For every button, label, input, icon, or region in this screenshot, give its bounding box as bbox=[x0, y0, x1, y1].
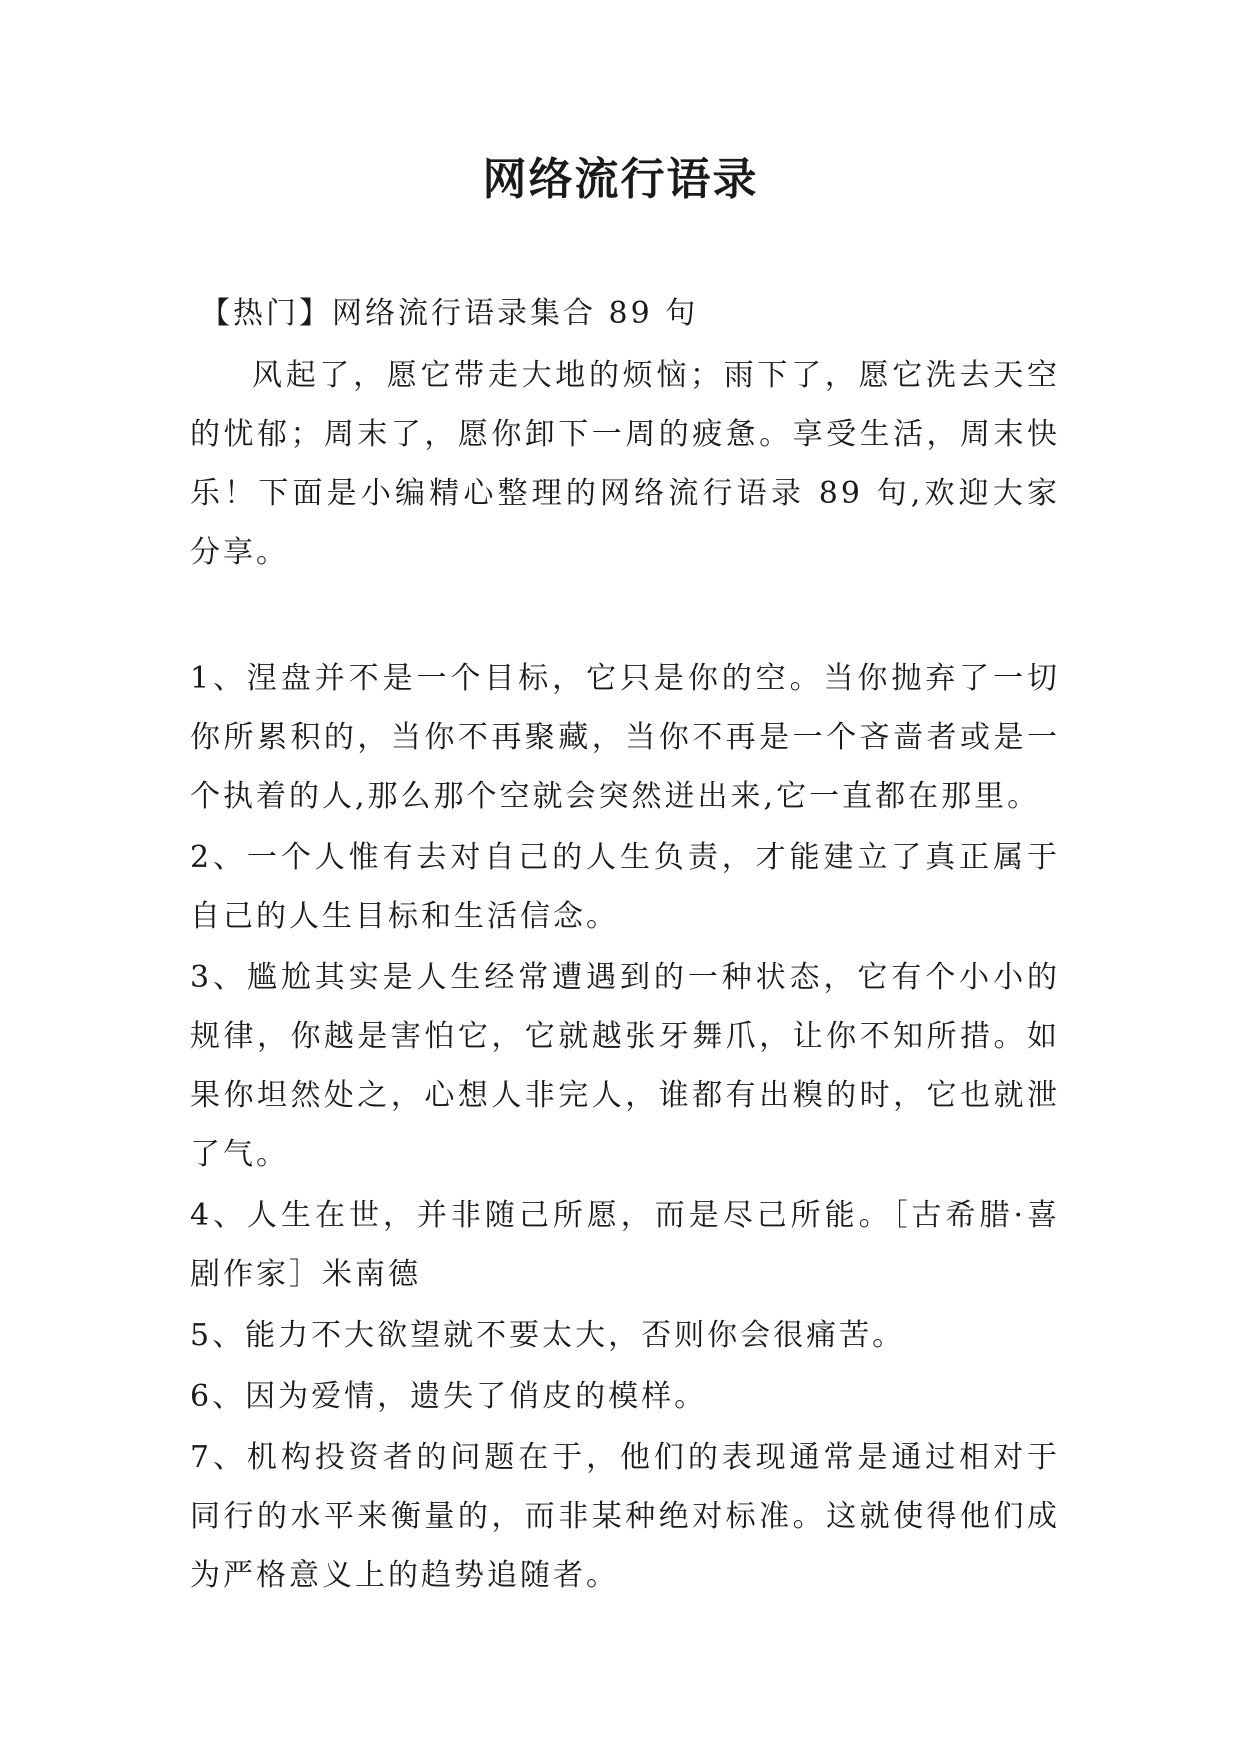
quote-item: 4、人生在世，并非随己所愿，而是尽己所能。［古希腊·喜剧作家］米南德 bbox=[190, 1198, 1060, 1292]
document-subtitle: 【热门】网络流行语录集合 89 句 bbox=[200, 296, 699, 331]
quote-item: 5、能力不大欲望就不要太大，否则你会很痛苦。 bbox=[190, 1318, 906, 1353]
quote-item: 3、尴尬其实是人生经常遭遇到的一种状态，它有个小小的规律，你越是害怕它，它就越张牙舞爪，让你不知所措。如果你坦然处之，心想人非完人，谁都有出糗的时，它也就泄了气。 bbox=[190, 960, 1060, 1172]
quote-list bbox=[190, 649, 1060, 1605]
quote-item: 6、因为爱情，遗失了俏皮的模样。 bbox=[190, 1379, 708, 1414]
intro-paragraph: 风起了，愿它带走大地的烦恼；雨下了，愿它洗去天空的忧郁；周末了，愿你卸下一周的疲惫。享受生活，周末快乐！下面是小编精心整理的网络流行语录 89 句,欢迎大家分享。 bbox=[190, 358, 1060, 570]
document-title: 网络流行语录 bbox=[482, 154, 759, 205]
quote-item: 2、一个人惟有去对自己的人生负责，才能建立了真正属于自己的人生目标和生活信念。 bbox=[190, 840, 1060, 934]
quote-item: 7、机构投资者的问题在于，他们的表现通常是通过相对于同行的水平来衡量的，而非某种绝对标准。这就使得他们成为严格意义上的趋势追随者。 bbox=[190, 1440, 1060, 1593]
quote-item: 1、涅盘并不是一个目标，它只是你的空。当你抛弃了一切你所累积的，当你不再聚藏，当你不再是一个吝啬者或是一个执着的人,那么那个空就会突然迸出来,它一直都在那里。 bbox=[190, 661, 1060, 814]
document-body bbox=[190, 288, 1060, 1607]
